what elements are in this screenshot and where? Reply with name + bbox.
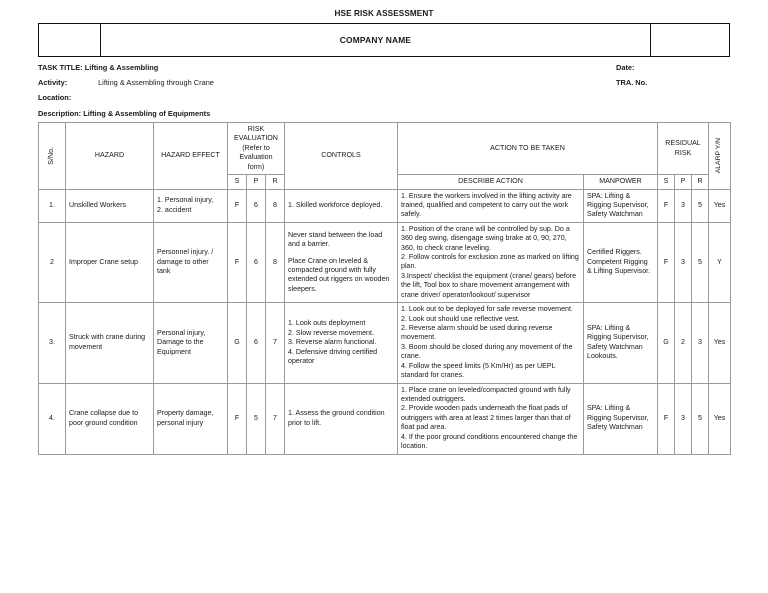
row-controls: 1. Skilled workforce deployed. (285, 189, 398, 222)
row-residual-p: 2 (675, 303, 692, 383)
banner-right-cell (651, 24, 729, 56)
row-manpower: SPA: Lifting & Rigging Supervisor, Safety Watchman (584, 189, 658, 222)
header-manpower: MANPOWER (584, 175, 658, 189)
row-risk-r: 8 (266, 222, 285, 302)
activity-label: Activity: (38, 78, 68, 87)
row-controls: Never stand between the load and a barrier. Place Crane on leveled & compacted ground with fully extended out riggers on wooden sleepers. (285, 222, 398, 302)
row-residual-r: 5 (692, 383, 709, 454)
row-alarp: Yes (709, 189, 731, 222)
row-residual-r: 5 (692, 189, 709, 222)
row-describe-action: 1. Place crane on leveled/compacted ground with fully extended outriggers. 2. Provide wooden pads underneath the float pads of outriggers with area at least 2 times larger than that of float pad area. 4. If the poor ground conditions encountered change the location. (398, 383, 584, 454)
row-controls: 1. Look outs deployment 2. Slow reverse movement. 3. Reverse alarm functional. 4. Defensive driving certified operator (285, 303, 398, 383)
header-alarp (709, 123, 731, 190)
row-residual-r: 5 (692, 222, 709, 302)
table-header-row-1 (39, 123, 731, 175)
header-residual-s: S (658, 175, 675, 189)
table-row (39, 303, 731, 383)
header-hazard: HAZARD (66, 123, 154, 190)
header-residual-r: R (692, 175, 709, 189)
row-risk-r: 7 (266, 383, 285, 454)
activity-value: Lifting & Assembling through Crane (98, 78, 214, 87)
date-label: Date: (616, 63, 635, 72)
page-title: HSE RISK ASSESSMENT (334, 9, 434, 18)
header-hazard-effect: HAZARD EFFECT (154, 123, 228, 190)
risk-assessment-table (38, 122, 731, 455)
table-body (39, 189, 731, 454)
row-alarp: Yes (709, 383, 731, 454)
task-title-row (38, 63, 730, 78)
row-hazard-effect: Property damage, personal injury (154, 383, 228, 454)
row-describe-action: 1. Ensure the workers involved in the lifting activity are trained, qualified and competent to carry out the work safely. (398, 189, 584, 222)
header-residual-risk: RESIDUAL RISK (658, 123, 709, 175)
task-title-value: Lifting & Assembling (84, 63, 159, 72)
header-risk-s: S (228, 175, 247, 189)
header-risk-evaluation-note: (Refer to Evaluation form) (239, 143, 273, 171)
row-manpower: SPA: Lifting & Rigging Supervisor, Safety Watchman Lookouts. (584, 303, 658, 383)
row-risk-r: 7 (266, 303, 285, 383)
header-alarp-label: ALARP Y/N (715, 138, 723, 174)
table-row (39, 383, 731, 454)
row-hazard: Crane collapse due to poor ground condition (66, 383, 154, 454)
table-row (39, 222, 731, 302)
row-residual-r: 3 (692, 303, 709, 383)
header-risk-evaluation-title: RISK EVALUATION (234, 125, 278, 143)
row-risk-p: 6 (247, 303, 266, 383)
row-hazard-effect: 1. Personal injury, 2. accident (154, 189, 228, 222)
row-risk-s: F (228, 189, 247, 222)
row-residual-s: F (658, 222, 675, 302)
row-serial-number: 1. (39, 189, 66, 222)
header-risk-r: R (266, 175, 285, 189)
location-label: Location: (38, 93, 72, 102)
row-hazard-effect: Personnel injury. / damage to other tank (154, 222, 228, 302)
task-title-label: TASK TITLE: (38, 63, 83, 72)
row-residual-s: F (658, 383, 675, 454)
row-residual-p: 3 (675, 383, 692, 454)
row-controls: 1. Assess the ground condition prior to lift. (285, 383, 398, 454)
description-label: Description: (38, 109, 82, 118)
row-manpower: Certified Riggers. Competent Rigging & Lifting Supervisor. (584, 222, 658, 302)
row-alarp: Yes (709, 303, 731, 383)
row-risk-r: 8 (266, 189, 285, 222)
meta-block (38, 57, 730, 122)
row-describe-action: 1. Look out to be deployed for safe reverse movement. 2. Look out should use reflective vest. 2. Reverse alarm should be used during reverse movement. 3. Boom should be closed during any movement of the crane. 4. Follow the speed limits (5 Km/Hr) as per UEPL standard for cranes. (398, 303, 584, 383)
company-name: COMPANY NAME (101, 24, 651, 56)
row-hazard: Unskilled Workers (66, 189, 154, 222)
table-row (39, 189, 731, 222)
activity-row (38, 78, 730, 93)
header-risk-p: P (247, 175, 266, 189)
row-residual-s: F (658, 189, 675, 222)
row-serial-number: 4. (39, 383, 66, 454)
row-risk-s: F (228, 222, 247, 302)
banner-logo-cell (39, 24, 101, 56)
row-risk-p: 6 (247, 189, 266, 222)
row-residual-s: G (658, 303, 675, 383)
row-alarp: Y (709, 222, 731, 302)
header-action-to-be-taken: ACTION TO BE TAKEN (398, 123, 658, 175)
tra-no-label: TRA. No. (616, 78, 648, 87)
row-risk-s: G (228, 303, 247, 383)
row-hazard: Struck with crane during movement (66, 303, 154, 383)
company-banner (38, 23, 730, 57)
header-describe-action: DESCRIBE ACTION (398, 175, 584, 189)
row-describe-action: 1. Position of the crane will be controlled by sup. Do a 360 deg swing, disengage swing brake at 0, 90, 270, 360, to check crane leveling. 2. Follow controls for exclusion zone as marked on lifting plan. 3.Inspect/ checklist the equipment (crane/ gears) before the lift, Tool box to share movement arrangement with crane driver/ operator/lookout/ supervisor (398, 222, 584, 302)
header-sno-label: S/No. (47, 146, 56, 165)
row-residual-p: 3 (675, 189, 692, 222)
header-residual-p: P (675, 175, 692, 189)
row-residual-p: 3 (675, 222, 692, 302)
description-value: Lifting & Assembling of Equipments (83, 109, 211, 118)
row-risk-p: 6 (247, 222, 266, 302)
header-risk-evaluation (228, 123, 285, 175)
row-risk-p: 5 (247, 383, 266, 454)
row-manpower: SPA: Lifting & Rigging Supervisor, Safety Watchman (584, 383, 658, 454)
row-serial-number: 3. (39, 303, 66, 383)
location-row (38, 93, 730, 108)
row-hazard: Improper Crane setup (66, 222, 154, 302)
row-serial-number: 2 (39, 222, 66, 302)
row-hazard-effect: Personal injury, Damage to the Equipment (154, 303, 228, 383)
row-risk-s: F (228, 383, 247, 454)
header-sno (39, 123, 66, 190)
description-row (38, 108, 730, 122)
header-controls: CONTROLS (285, 123, 398, 190)
